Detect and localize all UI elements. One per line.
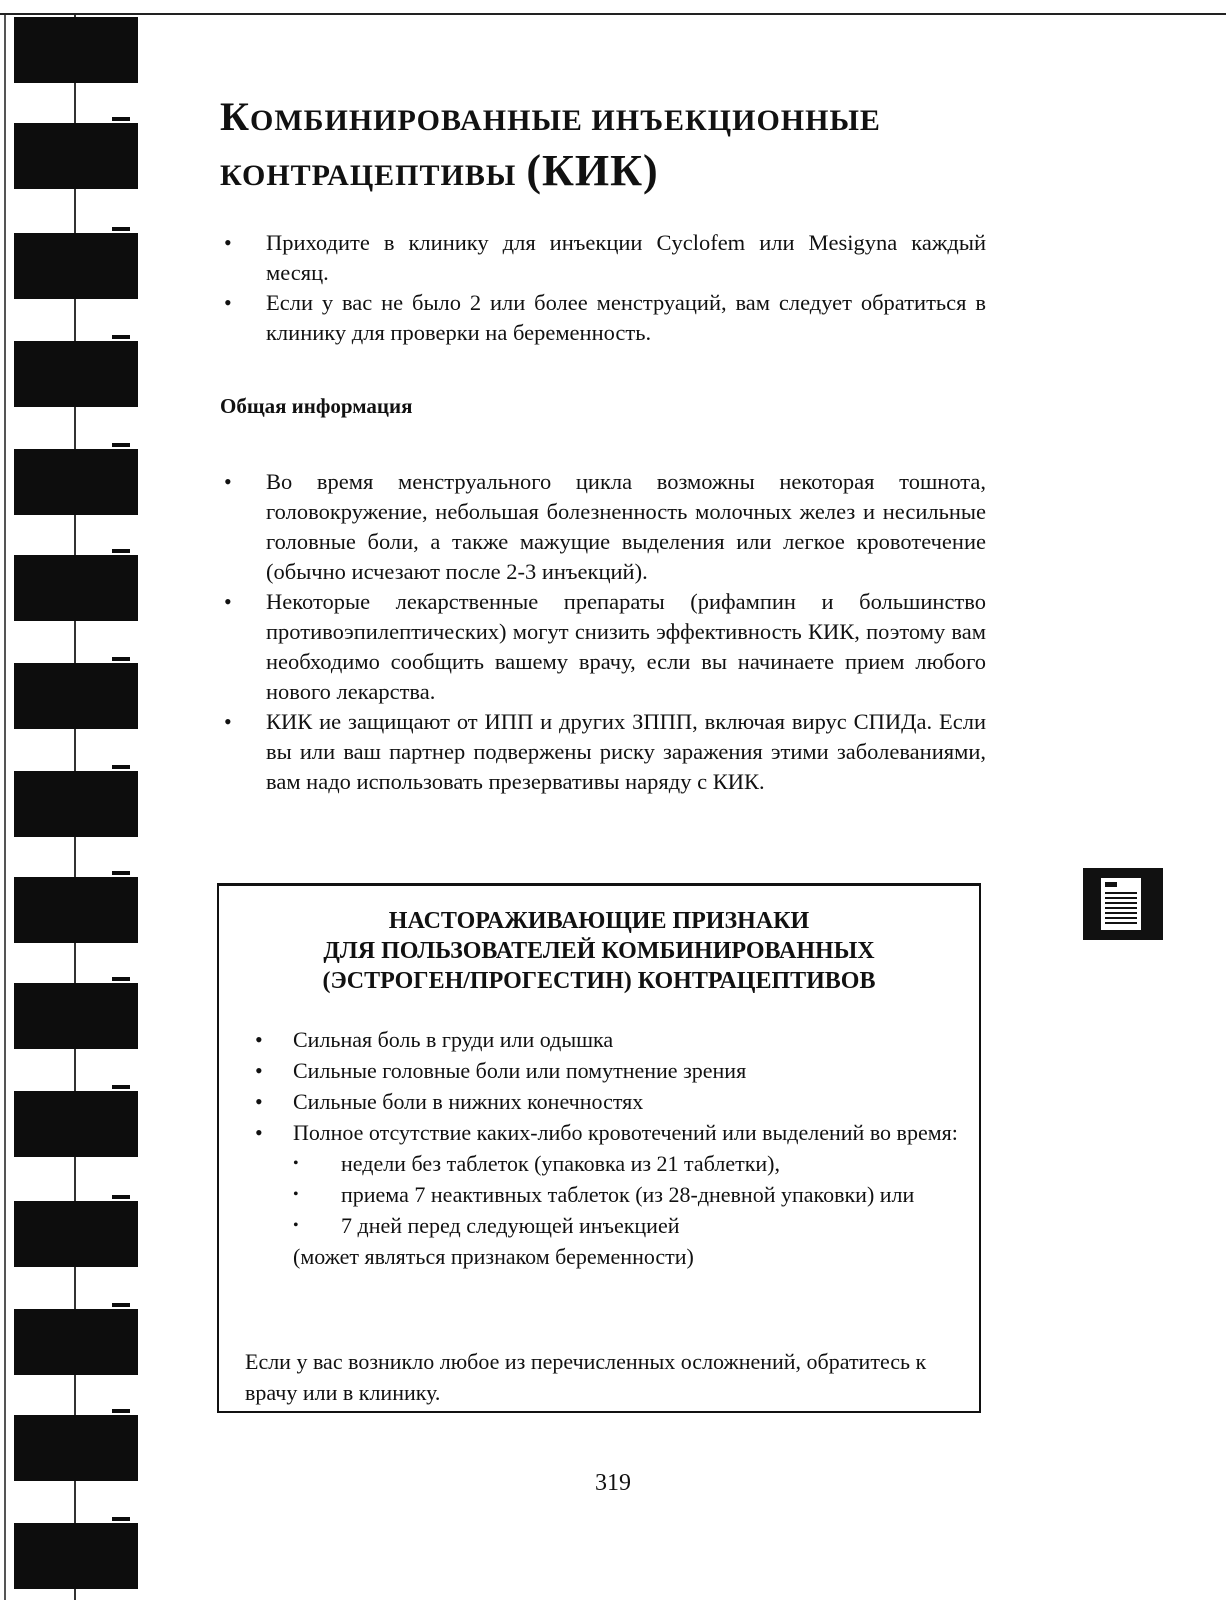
page-number: 319 <box>595 1470 631 1496</box>
warning-item: • Сильные боли в нижних конечностях <box>255 1089 644 1114</box>
list-item: • Если у вас не было 2 или более менструаций, вам следует обратиться в клинику для проверки на беременность. <box>224 290 986 345</box>
title-line-1: КОМБИНИРОВАННЫЕ ИНЪЕКЦИОННЫЕ <box>220 94 881 139</box>
list-item: • Во время менструального цикла возможны некоторая тошнота, головокружение, небольшая болезненность молочных желез и несильные головные боли, а также мажущие выделения или легкое кровотечение (обычно исчезают после 2-3 инъекций). <box>224 469 986 584</box>
warning-heading: НАСТОРАЖИВАЮЩИЕ ПРИЗНАКИ ДЛЯ ПОЛЬЗОВАТЕЛЕЙ КОМБИНИРОВАННЫХ (ЭСТРОГЕН/ПРОГЕСТИН) КОНТРАЦЕПТИВОВ <box>322 908 876 994</box>
warning-sub-item: • 7 дней перед следующей инъекцией <box>293 1213 680 1238</box>
list-item: • КИК ие защищают от ИПП и других ЗППП, включая вирус СПИДа. Если вы или ваш партнер подвержены риску заражения этими заболеваниями, вам надо использовать презервативы наряду с КИК. <box>224 709 986 794</box>
warning-item: • Сильные головные боли или помутнение зрения <box>255 1058 747 1083</box>
page-title <box>220 92 980 201</box>
warning-sub-list <box>293 1148 963 1241</box>
spiral-binding <box>0 15 140 1600</box>
info-list <box>220 467 986 797</box>
list-item: • Приходите в клинику для инъекции Cyclofem или Mesigyna каждый месяц. <box>224 230 986 285</box>
warning-box <box>217 883 981 1413</box>
title-line-2: КОНТРАЦЕПТИВЫ (КИК) <box>220 146 659 195</box>
prescription-icon <box>1083 868 1163 940</box>
warning-item: • Полное отсутствие каких-либо кровотечений или выделений во время: • недели без таблеток (упаковка из 21 таблетки), • приема 7 неактивных таблеток (из 28-дневной упаковки) или • 7 дней перед следующей инъекцией (может являться признаком беременности) <box>243 1117 963 1272</box>
warning-sub-item: • недели без таблеток (упаковка из 21 таблетки), <box>293 1151 780 1176</box>
warning-item: • Сильная боль в груди или одышка <box>255 1027 614 1052</box>
section-heading: Общая информация <box>220 394 413 418</box>
warning-sub-item: • приема 7 неактивных таблеток (из 28-дневной упаковки) или <box>293 1182 915 1207</box>
list-item: • Некоторые лекарственные препараты (рифампин и большинство противоэпилептических) могут снизить эффективность КИК, поэтому вам необходимо сообщить вашему врачу, если вы начинаете прием любого нового лекарства. <box>224 589 986 704</box>
warning-list <box>243 1024 963 1272</box>
warning-closing: Если у вас возникло любое из перечисленных осложнений, обратитесь к врачу или в клинику. <box>245 1349 927 1405</box>
intro-list <box>220 228 986 348</box>
warning-note: (может являться признаком беременности) <box>293 1244 694 1269</box>
top-rule <box>0 13 1226 15</box>
